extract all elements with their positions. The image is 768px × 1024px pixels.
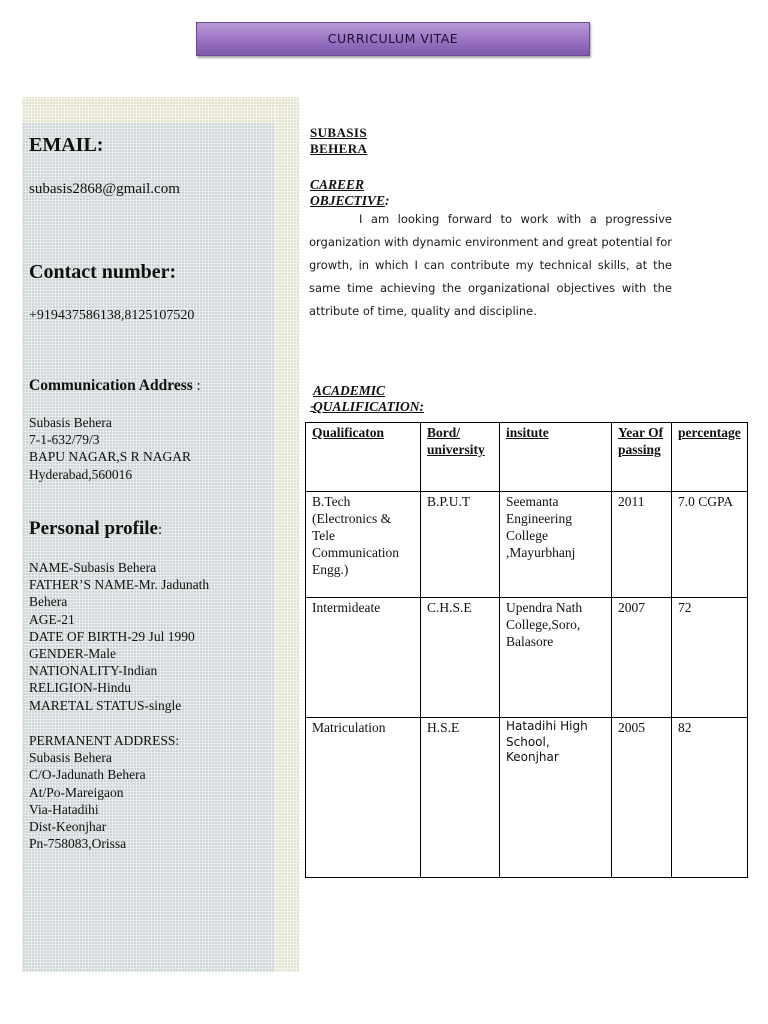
- permanent-address-line: PERMANENT ADDRESS:: [29, 733, 180, 748]
- profile-line: AGE-21: [29, 611, 75, 627]
- comm-address-block: [29, 414, 191, 483]
- permanent-address-line: Via-Hatadihi: [29, 801, 99, 817]
- contact-value: +919437586138,8125107520: [29, 308, 195, 323]
- career-objective-colon: :: [385, 193, 390, 208]
- cell-year: 2007: [612, 598, 672, 718]
- academic-table: [305, 422, 748, 878]
- academic-label: ACADEMIC QUALIFICATION: [313, 383, 420, 414]
- academic-dash: -: [310, 398, 315, 413]
- comm-address-line: Hyderabad,560016: [29, 466, 133, 482]
- profile-line: Behera: [29, 594, 68, 610]
- profile-line: GENDER-Male: [29, 646, 116, 662]
- cell-board: B.P.U.T: [421, 492, 500, 598]
- career-objective-text: I am looking forward to work with a progressive organization with dynamic environment and great potential for growth, in which I can contribute my technical skills, at the same time achieving the organizational objectives with the attribute of time, quality and discipline.: [309, 212, 672, 318]
- header-year: Year Of passing: [612, 423, 672, 492]
- profile-line: NATIONALITY-Indian: [29, 663, 158, 679]
- cell-year: 2011: [612, 492, 672, 598]
- header-board: Bord/ university: [421, 423, 500, 492]
- career-objective-label: CAREER OBJECTIVE: [310, 177, 386, 208]
- cell-qualification: B.Tech (Electronics & Tele Communication Engg.): [306, 492, 421, 598]
- cell-percentage: 7.0 CGPA: [672, 492, 748, 598]
- email-value: subasis2868@gmail.com: [29, 181, 180, 197]
- cell-percentage: 72: [672, 598, 748, 718]
- academic-heading: [313, 383, 424, 415]
- cell-qualification: Matriculation: [306, 718, 421, 878]
- career-objective-heading: [310, 177, 390, 209]
- comm-address-heading: [29, 377, 201, 395]
- header-percentage: percentage: [672, 423, 748, 492]
- cv-title: CURRICULUM VITAE: [327, 31, 459, 46]
- cv-title-banner: [196, 22, 590, 56]
- profile-line: DATE OF BIRTH-29 Jul 1990: [29, 628, 195, 644]
- table-row: [306, 718, 748, 878]
- profile-heading: [29, 518, 162, 540]
- profile-line: RELIGION-Hindu: [29, 680, 131, 696]
- comm-address-label: Communication Address: [29, 377, 193, 394]
- header-qualification: Qualificaton: [306, 423, 421, 492]
- permanent-address-line: Pn-758083,Orissa: [29, 836, 127, 852]
- table-header-row: [306, 423, 748, 492]
- cell-year: 2005: [612, 718, 672, 878]
- contact-sidebar: [22, 97, 299, 972]
- table-row: [306, 492, 748, 598]
- cell-institute: Seemanta Engineering College ,Mayurbhanj: [500, 492, 612, 598]
- cell-institute: Hatadihi High School, Keonjhar: [500, 718, 612, 878]
- cell-board: C.H.S.E: [421, 598, 500, 718]
- cell-qualification: Intermideate: [306, 598, 421, 718]
- header-institute: insitute: [500, 423, 612, 492]
- cell-percentage: 82: [672, 718, 748, 878]
- contact-label: Contact number:: [29, 261, 177, 283]
- profile-line: MARETAL STATUS-single: [29, 697, 182, 713]
- cell-institute: Upendra Nath College,Soro, Balasore: [500, 598, 612, 718]
- permanent-address-line: Subasis Behera: [29, 750, 112, 766]
- profile-line: NAME-Subasis Behera: [29, 560, 157, 575]
- profile-line: FATHER’S NAME-Mr. Jadunath: [29, 577, 210, 593]
- candidate-name: SUBASIS BEHERA: [310, 125, 368, 156]
- cell-board: H.S.E: [421, 718, 500, 878]
- permanent-address-line: At/Po-Mareigaon: [29, 784, 124, 800]
- sidebar-top-edge: [22, 97, 299, 123]
- permanent-address-block: [29, 732, 179, 852]
- permanent-address-line: Dist-Keonjhar: [29, 819, 107, 835]
- email-label: EMAIL:: [29, 134, 104, 156]
- academic-colon: :: [419, 399, 425, 414]
- table-row: [306, 598, 748, 718]
- comm-address-colon: :: [192, 378, 201, 394]
- sidebar-right-edge: [275, 97, 299, 972]
- permanent-address-line: C/O-Jadunath Behera: [29, 767, 146, 783]
- comm-address-line: BAPU NAGAR,S R NAGAR: [29, 449, 192, 465]
- profile-block: [29, 559, 209, 714]
- profile-colon: :: [157, 522, 163, 538]
- profile-label: Personal profile: [29, 518, 158, 539]
- comm-address-line: Subasis Behera: [29, 415, 112, 430]
- comm-address-line: 7-1-632/79/3: [29, 432, 100, 448]
